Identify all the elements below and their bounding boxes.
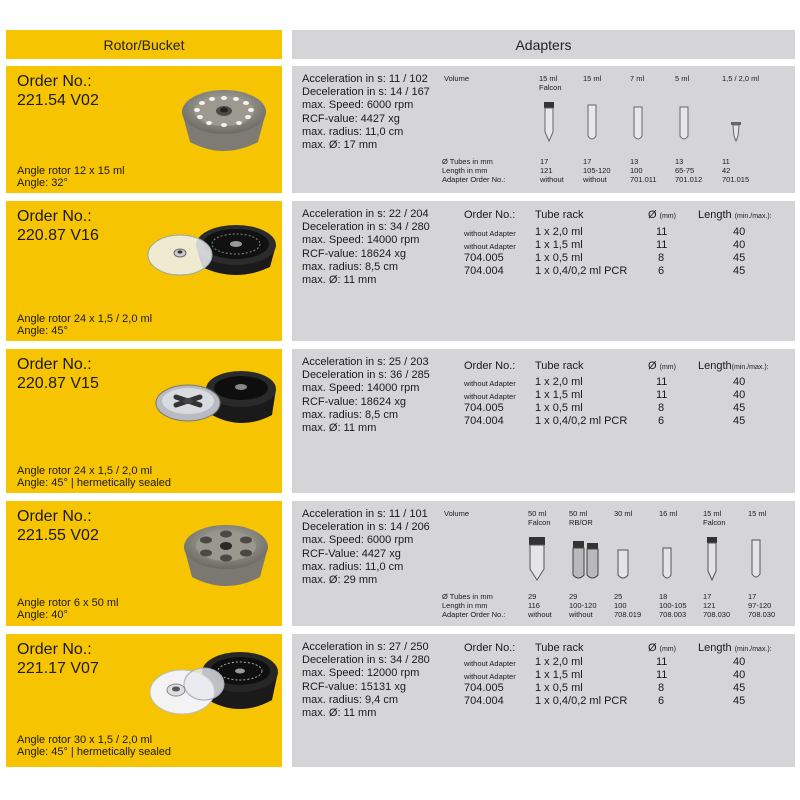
- table-cell-order: without Adapter: [464, 392, 516, 401]
- tube-length: 65-75: [675, 166, 695, 175]
- table-cell-diameter: 11: [656, 239, 668, 251]
- adapter-card-1: [292, 66, 795, 193]
- length-label: Length: [698, 642, 732, 654]
- tube-volume: 1,5 / 2,0 ml: [722, 74, 760, 83]
- tube-volume: 15 ml: [748, 509, 767, 518]
- tube-diameter: 17: [583, 157, 592, 166]
- table-cell-order: 704.005: [464, 252, 504, 264]
- rb-or-50ml-tubes-icon: [572, 541, 600, 581]
- tube-volume: 7 ml: [630, 74, 645, 83]
- spec-acceleration: Acceleration in s: 11 / 101: [302, 508, 428, 520]
- tube-volume: 5 ml: [675, 74, 690, 83]
- col-header-order: Order No.:: [464, 209, 516, 221]
- spec-max-diameter: max. Ø: 11 mm: [302, 707, 377, 720]
- tube-diameter: 17: [540, 157, 549, 166]
- diameter-symbol: Ø: [648, 209, 657, 221]
- tube-diameter: 11: [722, 157, 730, 166]
- rotor-angle: Angle: 32°: [17, 177, 68, 189]
- rotor-description: Angle rotor 12 x 15 ml: [17, 165, 125, 177]
- table-cell-length: 45: [733, 252, 746, 264]
- rotor-description: Angle rotor 6 x 50 ml: [17, 597, 119, 609]
- table-cell-rack: 1 x 2,0 ml: [535, 656, 583, 668]
- table-cell-diameter: 11: [656, 376, 668, 388]
- table-cell-rack: 1 x 1,5 ml: [535, 389, 583, 401]
- table-cell-rack: 1 x 1,5 ml: [535, 669, 583, 681]
- tube-length: 100: [630, 166, 643, 175]
- spec-max-speed: max. Speed: 14000 rpm: [302, 234, 420, 247]
- table-cell-rack: 1 x 1,5 ml: [535, 239, 583, 251]
- spec-max-speed: max. Speed: 6000 rpm: [302, 534, 414, 547]
- table-cell-rack: 1 x 0,5 ml: [535, 682, 583, 694]
- spec-list: [302, 208, 430, 287]
- table-cell-diameter: 8: [658, 252, 665, 264]
- table-cell-rack: 1 x 0,4/0,2 ml PCR: [535, 415, 628, 427]
- rotor-angle: Angle: 45° | hermetically sealed: [17, 746, 172, 758]
- spec-deceleration: Deceleration in s: 14 / 167: [302, 86, 430, 99]
- volume-label: Volume: [444, 74, 470, 83]
- order-label: Order No.:: [17, 356, 92, 373]
- tube-diameter: 29: [528, 592, 537, 601]
- spec-acceleration: Acceleration in s: 25 / 203: [302, 356, 429, 368]
- table-cell-rack: 1 x 0,5 ml: [535, 402, 583, 414]
- rotor-description: Angle rotor 24 x 1,5 / 2,0 ml: [17, 465, 153, 477]
- tube-volume-type: RB/OR: [569, 518, 593, 527]
- tube-length: 121: [540, 166, 553, 175]
- row-label-adapter: Adapter Order No.:: [442, 610, 506, 619]
- col-header-tube-rack: Tube rack: [535, 209, 584, 221]
- spec-rcf: RCF-value: 18624 xg: [302, 247, 406, 260]
- tube-5ml-icon: [678, 106, 690, 142]
- rotor-card-5: [6, 634, 282, 767]
- row-label-diameter: Ø Tubes in mm: [442, 592, 493, 601]
- table-cell-order: 704.004: [464, 415, 504, 427]
- spec-max-radius: max. radius: 11,0 cm: [302, 125, 404, 138]
- row-label-length: Length in mm: [442, 166, 488, 175]
- col-header-length: [698, 642, 772, 656]
- spec-max-diameter: max. Ø: 29 mm: [302, 574, 378, 587]
- table-cell-diameter: 11: [656, 226, 668, 238]
- tube-15ml-icon: [750, 539, 762, 581]
- tube-adapter-order: without: [528, 610, 552, 619]
- rotor-card-2: [6, 201, 282, 341]
- diameter-symbol: Ø: [648, 642, 657, 654]
- col-header-length: [698, 360, 769, 374]
- table-cell-length: 40: [733, 669, 746, 681]
- col-header-order: Order No.:: [464, 360, 516, 372]
- table-cell-diameter: 11: [656, 389, 668, 401]
- table-cell-order: without Adapter: [464, 659, 516, 668]
- table-cell-diameter: 8: [658, 402, 665, 414]
- spec-max-radius: max. radius: 8,5 cm: [302, 408, 398, 421]
- spec-deceleration: Deceleration in s: 14 / 206: [302, 521, 430, 534]
- table-cell-diameter: 6: [658, 415, 665, 427]
- diameter-unit: (mm): [659, 646, 676, 653]
- tube-diameter: 13: [630, 157, 639, 166]
- table-cell-order: 704.005: [464, 402, 504, 414]
- table-cell-diameter: 11: [656, 669, 668, 681]
- rotor-card-3: [6, 349, 282, 493]
- order-label: Order No.:: [17, 508, 92, 525]
- table-cell-length: 45: [733, 415, 746, 427]
- table-cell-order: without Adapter: [464, 229, 516, 238]
- tube-7ml-icon: [632, 106, 644, 142]
- table-cell-diameter: 8: [658, 682, 665, 694]
- length-unit: (min./max.):: [734, 213, 772, 220]
- rotor-description: Angle rotor 30 x 1,5 / 2,0 ml: [17, 734, 153, 746]
- col-header-diameter: [648, 642, 676, 656]
- table-cell-order: 704.004: [464, 695, 504, 707]
- table-cell-order: without Adapter: [464, 379, 516, 388]
- spec-deceleration: Deceleration in s: 34 / 280: [302, 654, 430, 667]
- diameter-unit: (mm): [659, 213, 676, 220]
- falcon-15ml-tube-icon: [706, 537, 718, 581]
- row-label-length: Length in mm: [442, 601, 488, 610]
- tube-adapter-order: 701.011: [630, 175, 657, 184]
- tube-adapter-order: 708.030: [703, 610, 731, 619]
- spec-rcf: RCF-value: 15131 xg: [302, 680, 406, 693]
- rotor-angle: Angle: 45° | hermetically sealed: [17, 477, 172, 489]
- adapter-card-2: [292, 201, 795, 341]
- rotor-angle: Angle: 40°: [17, 609, 68, 621]
- table-cell-length: 45: [733, 695, 746, 707]
- tube-volume-type: Falcon: [539, 83, 562, 92]
- tube-volume: 16 ml: [659, 509, 678, 518]
- tube-adapter-order: without: [583, 175, 607, 184]
- col-header-tube-rack: Tube rack: [535, 360, 584, 372]
- spec-max-radius: max. radius: 9,4 cm: [302, 693, 398, 706]
- spec-max-radius: max. radius: 8,5 cm: [302, 260, 398, 273]
- spec-acceleration: Acceleration in s: 27 / 250: [302, 641, 429, 653]
- col-header-length: [698, 209, 772, 223]
- tube-30ml-icon: [617, 549, 629, 581]
- order-number: 221.55 V02: [17, 527, 99, 544]
- spec-list: [302, 73, 430, 152]
- tube-diameter: 25: [614, 592, 623, 601]
- rotor-card-1: [6, 66, 282, 193]
- spec-acceleration: Acceleration in s: 11 / 102: [302, 73, 428, 85]
- table-cell-length: 45: [733, 265, 746, 277]
- col-header-diameter: [648, 360, 676, 374]
- table-cell-order: without Adapter: [464, 672, 516, 681]
- black-angle-rotor-24-sealed-image: [150, 361, 278, 435]
- header-adapters-label: Adapters: [515, 36, 572, 53]
- spec-max-diameter: max. Ø: 17 mm: [302, 139, 378, 152]
- order-label: Order No.:: [17, 73, 92, 90]
- tube-volume: 15 ml: [703, 509, 722, 518]
- order-number: 220.87 V16: [17, 227, 99, 244]
- diameter-symbol: Ø: [648, 360, 657, 372]
- table-cell-rack: 1 x 2,0 ml: [535, 226, 583, 238]
- spec-max-speed: max. Speed: 14000 rpm: [302, 382, 420, 395]
- order-number: 221.54 V02: [17, 92, 99, 109]
- tube-volume: 15 ml: [539, 74, 558, 83]
- black-angle-rotor-24-with-lid-image: [146, 211, 278, 293]
- tube-adapter-order: 701.015: [722, 175, 750, 184]
- grey-angle-rotor-12-image: [176, 82, 272, 156]
- adapter-card-3: [292, 349, 795, 493]
- order-number: 220.87 V15: [17, 375, 99, 392]
- tube-length: 121: [703, 601, 716, 610]
- table-cell-diameter: 11: [656, 656, 668, 668]
- tube-diameter: 17: [703, 592, 712, 601]
- tube-length: 100-120: [569, 601, 597, 610]
- table-cell-order: without Adapter: [464, 242, 516, 251]
- row-label-adapter: Adapter Order No.:: [442, 175, 506, 184]
- spec-max-speed: max. Speed: 12000 rpm: [302, 667, 420, 680]
- spec-rcf: RCF-value: 4427 xg: [302, 112, 400, 125]
- tube-diameter: 13: [675, 157, 684, 166]
- spec-list: [302, 356, 430, 435]
- grey-angle-rotor-6-image: [178, 515, 274, 591]
- tube-volume: 50 ml: [569, 509, 588, 518]
- table-cell-length: 40: [733, 239, 746, 251]
- adapter-card-4: [292, 501, 795, 626]
- tube-15ml-icon: [586, 104, 598, 142]
- table-cell-rack: 1 x 2,0 ml: [535, 376, 583, 388]
- col-header-tube-rack: Tube rack: [535, 642, 584, 654]
- table-cell-rack: 1 x 0,5 ml: [535, 252, 583, 264]
- spec-deceleration: Deceleration in s: 34 / 280: [302, 221, 430, 234]
- table-cell-length: 45: [733, 402, 746, 414]
- table-cell-length: 40: [733, 376, 746, 388]
- table-cell-length: 40: [733, 389, 746, 401]
- spec-acceleration: Acceleration in s: 22 / 204: [302, 208, 429, 220]
- rotor-description: Angle rotor 24 x 1,5 / 2,0 ml: [17, 313, 153, 325]
- adapter-card-5: [292, 634, 795, 767]
- table-cell-length: 45: [733, 682, 746, 694]
- tube-diameter: 29: [569, 592, 578, 601]
- col-header-order: Order No.:: [464, 642, 516, 654]
- tube-length: 97-120: [748, 601, 772, 610]
- spec-max-diameter: max. Ø: 11 mm: [302, 422, 377, 435]
- header-rotor-bucket: [6, 30, 282, 59]
- length-label: Length: [698, 209, 732, 221]
- micro-tube-icon: [730, 122, 742, 142]
- spec-rcf: RCF-value: 18624 xg: [302, 395, 406, 408]
- header-rotor-bucket-label: Rotor/Bucket: [103, 36, 185, 53]
- tube-adapter-order: 708.030: [748, 610, 776, 619]
- length-label: Length: [698, 360, 732, 372]
- tube-length: 116: [528, 601, 540, 610]
- table-cell-diameter: 6: [658, 265, 665, 277]
- tube-volume: 50 ml: [528, 509, 547, 518]
- black-angle-rotor-30-with-lid-image: [146, 642, 280, 728]
- header-adapters: [292, 30, 795, 59]
- falcon-15ml-tube-icon: [542, 102, 556, 142]
- order-number: 221.17 V07: [17, 660, 99, 677]
- diameter-unit: (mm): [659, 364, 676, 371]
- spec-deceleration: Deceleration in s: 36 / 285: [302, 369, 430, 382]
- tube-adapter-order: without: [569, 610, 593, 619]
- tube-16ml-icon: [661, 547, 673, 581]
- table-cell-order: 704.004: [464, 265, 504, 277]
- length-unit: (min./max.):: [734, 646, 772, 653]
- spec-rcf: RCF-Value: 4427 xg: [302, 547, 401, 560]
- tube-adapter-order: 708.019: [614, 610, 642, 619]
- tube-adapter-order: 701.012: [675, 175, 703, 184]
- tube-volume: 30 ml: [614, 509, 633, 518]
- tube-length: 100: [614, 601, 627, 610]
- table-cell-rack: 1 x 0,4/0,2 ml PCR: [535, 265, 628, 277]
- tube-volume-type: Falcon: [528, 518, 551, 527]
- spec-list: [302, 641, 430, 720]
- order-label: Order No.:: [17, 641, 92, 658]
- length-unit: (min./max.):: [731, 364, 769, 371]
- order-label: Order No.:: [17, 208, 92, 225]
- tube-length: 100-105: [659, 601, 687, 610]
- spec-max-speed: max. Speed: 6000 rpm: [302, 99, 414, 112]
- col-header-diameter: [648, 209, 676, 223]
- tube-adapter-order: without: [540, 175, 564, 184]
- spec-max-diameter: max. Ø: 11 mm: [302, 274, 377, 287]
- tube-diameter: 18: [659, 592, 668, 601]
- table-cell-length: 40: [733, 656, 746, 668]
- tube-volume-type: Falcon: [703, 518, 726, 527]
- row-label-diameter: Ø Tubes in mm: [442, 157, 493, 166]
- rotor-angle: Angle: 45°: [17, 325, 68, 337]
- volume-label: Volume: [444, 509, 470, 518]
- falcon-50ml-tube-icon: [528, 537, 546, 581]
- tube-diameter: 17: [748, 592, 757, 601]
- spec-list: [302, 508, 430, 587]
- tube-volume: 15 ml: [583, 74, 602, 83]
- rotor-card-4: [6, 501, 282, 626]
- tube-length: 105-120: [583, 166, 611, 175]
- table-cell-diameter: 6: [658, 695, 665, 707]
- table-cell-length: 40: [733, 226, 746, 238]
- table-cell-rack: 1 x 0,4/0,2 ml PCR: [535, 695, 628, 707]
- tube-length: 42: [722, 166, 731, 175]
- spec-max-radius: max. radius: 11,0 cm: [302, 560, 404, 573]
- tube-adapter-order: 708.003: [659, 610, 687, 619]
- table-cell-order: 704.005: [464, 682, 504, 694]
